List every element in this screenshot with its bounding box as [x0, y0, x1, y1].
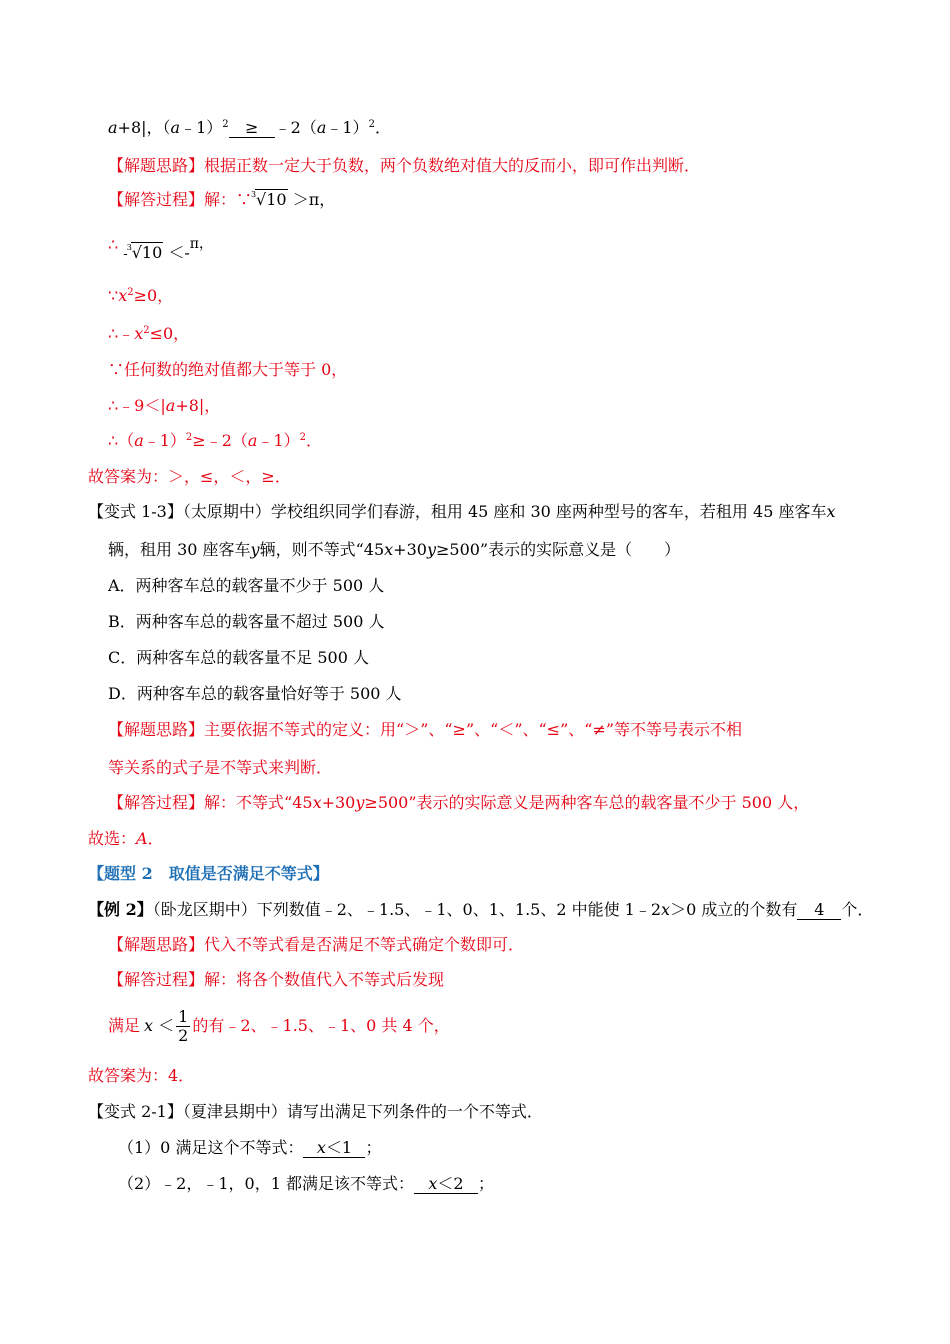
root-value: 10 [141, 243, 163, 262]
text: ﹣1） [257, 431, 300, 450]
thinking-text: 主要依据不等式的定义：用“＞”、“≥”、“＜”、“≤”、“≠”等不等号表示不相 [204, 720, 743, 739]
var-a: a [247, 431, 258, 450]
text: 辆，租用 30 座客车 [108, 540, 251, 559]
var-a: a [170, 118, 181, 137]
fraction-one-half [176, 1008, 190, 1045]
fraction-denominator: 2 [178, 1026, 189, 1045]
answer-choice: A [136, 829, 148, 848]
question-text: （夏津县期中）请写出满足下列条件的一个不等式． [182, 1102, 543, 1121]
thinking-2-cont: 等关系的式子是不等式来判断． [108, 758, 333, 777]
label-thinking: 【解题思路】 [108, 935, 205, 954]
process-2 [108, 793, 809, 813]
text: 的有﹣2、﹣1.5、﹣1、0 共 4 个， [192, 1016, 450, 1035]
therefore-symbol: ∴ [108, 235, 119, 254]
text: ； [478, 1174, 495, 1193]
process-1 [108, 190, 335, 210]
option-d: D．两种客车总的载客量恰好等于 500 人 [108, 684, 402, 703]
root-index: 3 [251, 190, 257, 199]
example-label: 【例 2】 [88, 900, 153, 919]
thinking-text: 根据正数一定大于负数，两个负数绝对值大的反而小，即可作出判断． [204, 156, 701, 175]
exponent: 2 [185, 432, 193, 443]
var-x: x [134, 324, 144, 343]
text: +30 [321, 793, 356, 812]
var-x: x [144, 1016, 154, 1035]
label-thinking: 【解题思路】 [108, 720, 205, 739]
text: ∴（ [108, 431, 135, 450]
root-value: 10 [266, 190, 287, 209]
text: ． [306, 431, 323, 450]
variant-label: 【变式 1-3】 [88, 502, 183, 521]
root-index: 3 [126, 243, 132, 252]
section-heading-type-2: 【题型 2 取值是否满足不等式】 [88, 864, 329, 883]
var-a: a [165, 396, 176, 415]
text: ≥0， [133, 286, 174, 305]
text: ＞π， [292, 190, 336, 209]
text: ∵ [108, 286, 119, 305]
var-a: a [134, 431, 144, 450]
text: ∴﹣ [108, 324, 135, 343]
var-y: y [426, 540, 436, 559]
variant-2-1-q2 [118, 1174, 494, 1194]
exponent: 2 [222, 119, 229, 130]
variant-1-3-question [88, 502, 836, 522]
step-6 [108, 396, 220, 416]
text: （1）0 满足这个不等式： [118, 1138, 304, 1157]
fraction-numerator: 1 [178, 1007, 189, 1026]
text: ﹣2（ [274, 118, 317, 137]
option-b: B．两种客车总的载客量不超过 500 人 [108, 612, 385, 631]
question-text: （太原期中）学校组织同学们春游，租用 45 座和 30 座两种型号的客车，若租用 45 座客车 [182, 502, 827, 521]
answer-blank: 4 [797, 901, 841, 920]
cube-root: 3 √10 [128, 243, 164, 263]
var-y: y [355, 793, 365, 812]
text: ＜2 [437, 1174, 464, 1193]
var-x: x [118, 286, 128, 305]
answer-3: 故答案为：4． [88, 1066, 195, 1085]
text: （2）﹣2，﹣1，0，1 都满足该不等式： [118, 1174, 414, 1193]
var-x: x [316, 1138, 326, 1157]
text: ≥500”表示的实际意义是两种客车总的载客量不少于 500 人， [364, 793, 810, 812]
text: 解：不等式“45 [204, 793, 313, 812]
var-y: y [250, 540, 260, 559]
label-process: 【解答过程】 [108, 970, 205, 989]
text: 个． [841, 900, 874, 919]
step-4 [108, 324, 189, 344]
var-x: x [384, 540, 394, 559]
text: +30 [393, 540, 427, 559]
exponent: 2 [299, 432, 306, 443]
text: ﹣1） [143, 431, 186, 450]
text: ； [365, 1138, 382, 1157]
text: - [123, 247, 128, 262]
text: ＜ [158, 1016, 175, 1035]
text: +8|，（ [117, 118, 171, 137]
text: ≤0， [149, 324, 190, 343]
variant-label: 【变式 2-1】 [88, 1102, 183, 1121]
thinking-text: 代入不等式看是否满足不等式确定个数即可． [204, 935, 525, 954]
variant-2-1-question [88, 1102, 543, 1122]
text: ＜- [168, 243, 190, 262]
exponent: 2 [127, 287, 134, 298]
var-a: a [108, 118, 118, 137]
label-thinking: 【解题思路】 [108, 156, 205, 175]
answer-2 [88, 829, 164, 849]
thinking-3 [108, 935, 524, 955]
answer-1: 故答案为：＞，≤，＜，≥． [88, 467, 291, 486]
answer-blank [303, 1139, 365, 1158]
process-text: 解：将各个数值代入不等式后发现 [204, 970, 445, 989]
text: ﹣1） [180, 118, 223, 137]
step-7 [108, 431, 322, 451]
text: ∴﹣9＜| [108, 396, 166, 415]
var-x: x [312, 793, 322, 812]
text: ≥﹣2（ [192, 431, 248, 450]
text: 辆，则不等式“45 [259, 540, 385, 559]
answer-blank: ≥ [229, 119, 275, 138]
text: 满足 [108, 1016, 141, 1035]
text: ＜1 [325, 1138, 353, 1157]
variant-1-3-question-cont [108, 540, 680, 560]
option-c: C．两种客车总的载客量不足 500 人 [108, 648, 369, 667]
var-x: x [826, 502, 836, 521]
process-text: 解：∵ [204, 190, 253, 209]
var-x: x [661, 900, 671, 919]
thinking-1 [108, 156, 700, 176]
step-3 [108, 286, 173, 306]
answer-blank [414, 1175, 478, 1194]
text: ≥500”表示的实际意义是（ ） [435, 540, 681, 559]
text: +8|， [175, 396, 221, 415]
cube-root: 3 √10 [252, 190, 288, 210]
text: 故选： [88, 829, 137, 848]
fill-line-1 [108, 118, 391, 138]
text: ． [374, 118, 391, 137]
text: ． [147, 829, 164, 848]
thinking-2 [108, 720, 742, 740]
process-3 [108, 970, 444, 990]
label-process: 【解答过程】 [108, 793, 205, 812]
step-5: ∵任何数的绝对值都大于等于 0， [108, 360, 348, 379]
step-2 [108, 234, 213, 265]
example-2-question [88, 900, 873, 920]
text: （卧龙区期中）下列数值﹣2、﹣1.5、﹣1、0、1、1.5、2 中能使 1﹣2 [152, 900, 662, 919]
var-x: x [428, 1174, 438, 1193]
var-a: a [316, 118, 327, 137]
text: ＞0 成立的个数有 [670, 900, 798, 919]
exponent: 2 [143, 325, 150, 336]
satisfy-line [108, 1008, 450, 1045]
option-a: A．两种客车总的载客量不少于 500 人 [108, 576, 385, 595]
exponent: 2 [368, 119, 375, 130]
text: π， [189, 236, 213, 252]
variant-2-1-q1 [118, 1138, 381, 1158]
text: ﹣1） [326, 118, 369, 137]
label-process: 【解答过程】 [108, 190, 205, 209]
